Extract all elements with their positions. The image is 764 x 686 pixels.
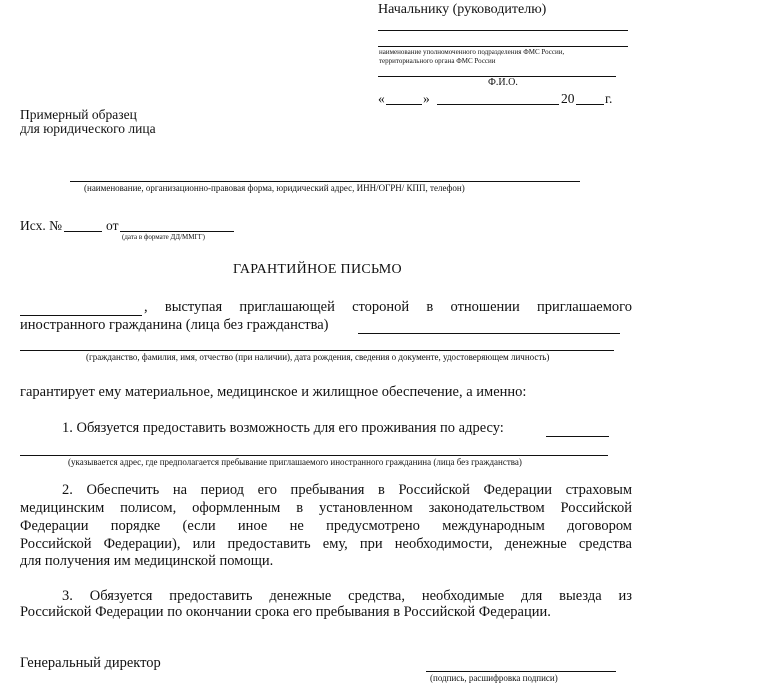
- sample-note-line2: для юридического лица: [20, 121, 156, 136]
- item1-text: 1. Обязуется предоставить возможность для его проживания по адресу:: [62, 420, 504, 436]
- outgoing-label: Исх. №: [20, 218, 62, 233]
- outgoing-date-caption: (дата в формате ДД/ММГГ): [122, 233, 205, 241]
- address-caption: (указывается адрес, где предполагается пребывание приглашаемого иностранного гражданина (лица без гражданства): [68, 457, 522, 467]
- outgoing-number-line: [64, 231, 102, 232]
- date-open-quote: «: [378, 91, 385, 106]
- date-year-line: [576, 104, 604, 105]
- signature-position: Генеральный директор: [20, 655, 161, 671]
- org-line: [70, 181, 580, 182]
- item2-line4: Российской Федерации), или предоставить ему, при необходимости, денежные средства: [20, 536, 632, 552]
- address-line-2: [20, 455, 608, 456]
- page-title: ГАРАНТИЙНОЕ ПИСЬМО: [233, 262, 402, 277]
- fio-caption: Ф.И.О.: [488, 77, 518, 88]
- unit-caption-1: наименование уполномоченного подразделения ФМС России,: [379, 48, 565, 56]
- sample-note-line1: Примерный образец: [20, 107, 137, 122]
- item3-line2: Российской Федерации по окончании срока его пребывания в Российской Федерации.: [20, 604, 551, 620]
- item3-line1: 3. Обязуется предоставить денежные средства, необходимые для выезда из: [62, 588, 632, 604]
- addressee-name-line: [378, 30, 628, 31]
- year-prefix: 20: [561, 91, 575, 106]
- addressee-title: Начальнику (руководителю): [378, 2, 547, 17]
- addressee-unit-line: [378, 46, 628, 47]
- year-suffix: г.: [605, 91, 613, 106]
- signature-line: [426, 671, 616, 672]
- foreigner-line-2: [20, 350, 614, 351]
- date-day-line: [386, 104, 422, 105]
- item2-line2: медицинским полисом, оформленным в установленном законодательством Российской: [20, 500, 632, 516]
- outgoing-from: от: [106, 218, 119, 233]
- unit-caption-2: территориального органа ФМС России: [379, 57, 496, 65]
- date-close-quote: »: [423, 91, 430, 106]
- date-month-line: [437, 104, 559, 105]
- item2-line5: для получения им медицинской помощи.: [20, 553, 274, 569]
- foreigner-caption: (гражданство, фамилия, имя, отчество (при наличии), дата рождения, сведения о документе, удостоверяющем личность): [86, 352, 550, 362]
- guarantee-line: гарантирует ему материальное, медицинское и жилищное обеспечение, а именно:: [20, 384, 527, 400]
- inviter-line: [20, 315, 142, 316]
- item2-line3: Федерации порядке (если иное не предусмотрено международным договором: [20, 518, 632, 534]
- outgoing-date-line: [120, 231, 234, 232]
- org-caption: (наименование, организационно-правовая форма, юридический адрес, ИНН/ОГРН/ КПП, телефон): [84, 183, 465, 193]
- item2-line1: 2. Обеспечить на период его пребывания в Российской Федерации страховым: [62, 482, 632, 498]
- intro-line2: иностранного гражданина (лица без гражданства): [20, 317, 329, 333]
- address-line-1: [546, 436, 609, 437]
- signature-caption: (подпись, расшифровка подписи): [430, 673, 558, 683]
- intro-line1: , выступая приглашающей стороной в отношении приглашаемого: [144, 299, 632, 315]
- foreigner-line-1: [358, 333, 620, 334]
